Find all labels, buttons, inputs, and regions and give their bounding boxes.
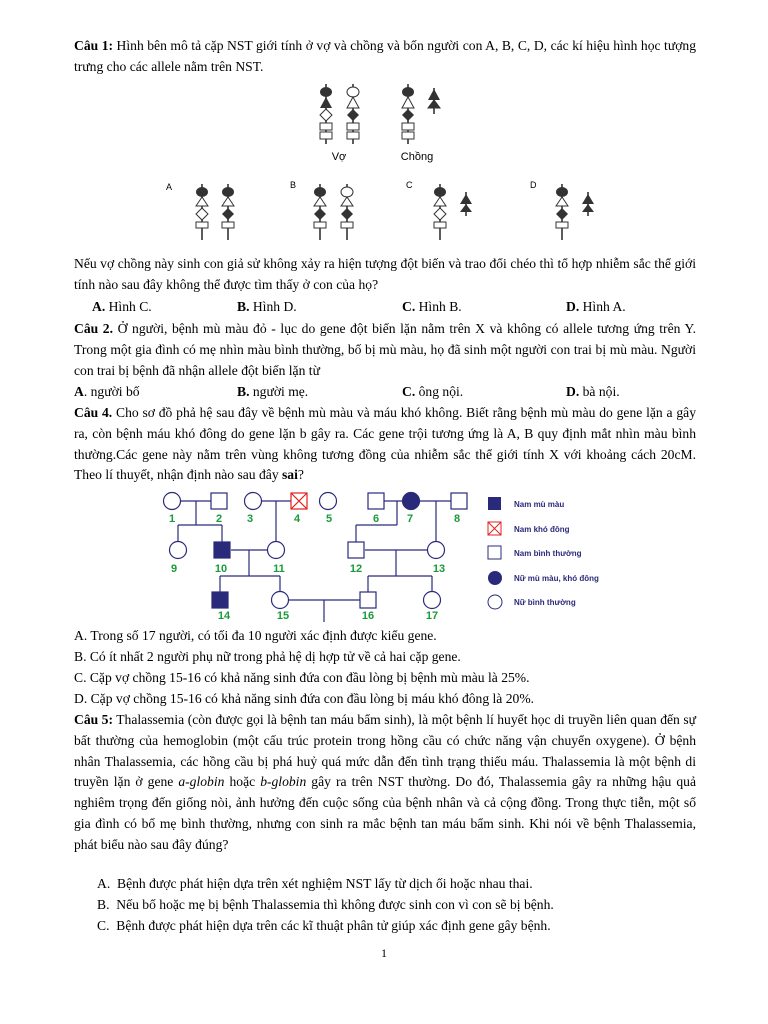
child-b: [290, 180, 353, 240]
svg-text:D: D: [530, 180, 537, 190]
svg-text:1: 1: [168, 513, 176, 525]
q1-label: Câu 1:: [74, 38, 114, 53]
child-a: [166, 182, 234, 240]
pedigree-legend: [488, 497, 599, 609]
q1-stem: [74, 36, 696, 78]
chromosome-figure: [150, 82, 620, 252]
pedigree-chart: [150, 488, 620, 624]
wife-label: Vợ: [331, 151, 347, 163]
q2-option-b[interactable]: B. người mẹ.: [237, 384, 309, 399]
svg-text:10: 10: [214, 563, 228, 575]
q5-stem: Câu 5: Thalassemia (còn được gọi là bệnh tan máu bẩm sinh), là một bệnh lí huyết học di truyền liên quan đến sự bất thường của hemoglobin (một cấu trúc protein trong hồng cầu có chức năng vận chuyển oxygene). Ở bệnh nhân Thalassemia, các hồng cầu bị phá huỷ quá mức dẫn đến tình trạng thiếu máu. Thalassemia là một bệnh di truyền lặn ở gene a-globin hoặc b-globin gây ra trên NST thường. Do đó, Thalassemia gây ra những hậu quả nghiêm trọng đến giống nòi, ảnh hưởng đến cuộc sống của bệnh nhân và cả cộng đồng. Trong thực tiễn, một số gia đình có bố mẹ bình thường, nhưng con sinh ra mắc bệnh tan máu bẩm sinh. Khi nói về bệnh Thalassemia, phát biểu nào sau đây đúng?: [74, 712, 696, 852]
q4-stem: Câu 4. Cho sơ đồ phả hệ sau đây về bệnh mù màu và máu khó không. Biết rằng bệnh mù màu do gene lặn a gây ra, còn bệnh máu khó đông do gene lặn b gây ra. Các gene trội tương ứng là A, B quy định mắt nhìn màu bình thường.Các gene này nằm trên vùng không tương đồng của nhiễm sắc thể giới tính X với khoảng cách 20cM. Theo lí thuyết, nhận định nào sau đây sai?: [74, 405, 696, 483]
husband-chromosomes: [401, 84, 440, 163]
q5-option-a[interactable]: A. Bệnh được phát hiện dựa trên xét nghiệm NST lấy từ dịch ối hoặc nhau thai.: [97, 876, 533, 891]
svg-text:Nam khó đông: Nam khó đông: [514, 525, 570, 534]
svg-text:Nam mù màu: Nam mù màu: [514, 500, 565, 509]
wife-chromosomes: [320, 84, 359, 163]
q1-prompt: Nếu vợ chồng này sinh con giả sử không xảy ra hiện tượng đột biến và trao đổi chéo thì tổ hợp nhiễm sắc thể giới tính nào sau đây không thể được tìm thấy ở con của họ?: [74, 256, 696, 292]
svg-text:Nữ mù màu, khó đông: Nữ mù màu, khó đông: [514, 574, 599, 583]
svg-text:B: B: [290, 180, 297, 190]
q1-option-a[interactable]: A. Hình C.: [92, 299, 152, 314]
svg-text:C: C: [406, 180, 413, 190]
q4-option-c[interactable]: C. Cặp vợ chồng 15-16 có khả năng sinh đứa con đầu lòng bị bệnh mù màu là 25%.: [74, 670, 530, 685]
q4-option-b[interactable]: B. Có ít nhất 2 người phụ nữ trong phả hệ dị hợp tử về cả hai cặp gene.: [74, 649, 461, 664]
svg-text:8: 8: [453, 513, 461, 525]
svg-text:Nữ bình thường: Nữ bình thường: [514, 598, 576, 607]
q1-option-b[interactable]: B. Hình D.: [237, 299, 297, 314]
svg-text:14: 14: [217, 610, 231, 622]
svg-text:6: 6: [372, 513, 380, 525]
svg-text:17: 17: [425, 610, 439, 622]
svg-text:13: 13: [432, 563, 446, 575]
q4-label: Câu 4.: [74, 405, 113, 420]
child-c: [406, 180, 472, 240]
svg-text:7: 7: [406, 513, 414, 525]
q1-option-c[interactable]: C. Hình B.: [402, 299, 462, 314]
q1-option-d[interactable]: D. Hình A.: [566, 299, 626, 314]
q2-label: Câu 2.: [74, 321, 113, 336]
child-d: [530, 180, 594, 240]
svg-text:12: 12: [349, 563, 363, 575]
q2-option-d[interactable]: D. bà nội.: [566, 384, 620, 399]
svg-text:15: 15: [276, 610, 290, 622]
svg-text:2: 2: [215, 513, 223, 525]
svg-text:3: 3: [246, 513, 254, 525]
q5-label: Câu 5:: [74, 712, 113, 727]
q4-option-d[interactable]: D. Cặp vợ chồng 15-16 có khả năng sinh đứa con đầu lòng bị máu khó đông là 20%.: [74, 691, 535, 706]
svg-text:5: 5: [325, 513, 333, 525]
svg-text:9: 9: [170, 563, 178, 575]
q2-option-a[interactable]: A. người bố: [74, 384, 140, 399]
q2-option-c[interactable]: C. ông nội.: [402, 384, 464, 399]
svg-text:11: 11: [273, 563, 285, 575]
svg-text:4: 4: [293, 513, 301, 525]
husband-label: Chồng: [400, 151, 434, 163]
q5-option-c[interactable]: C. Bệnh được phát hiện dựa trên các kĩ thuật phân tử giúp xác định gene gây bệnh.: [97, 918, 551, 933]
q4-option-a[interactable]: A. Trong số 17 người, có tối đa 10 người xác định được kiểu gene.: [74, 628, 437, 643]
svg-text:16: 16: [361, 610, 375, 622]
q1-text: Hình bên mô tả cặp NST giới tính ở vợ và chồng và bốn người con A, B, C, D, các kí hiệu hình học tượng trưng cho các allele nằm trên NST.: [74, 38, 696, 74]
svg-text:A: A: [166, 182, 173, 192]
q5-option-b[interactable]: B. Nếu bố hoặc mẹ bị bệnh Thalassemia thì không được sinh con vì con sẽ bị bệnh.: [97, 897, 554, 912]
q2-stem: Câu 2. Ở người, bệnh mù màu đỏ - lục do gene đột biến lặn nằm trên X và không có allele tương ứng trên Y. Trong một gia đình có mẹ nhìn màu bình thường, bố bị mù màu, họ đã sinh một người con trai bị mù màu. Người con trai bị bệnh đã nhận allele đột biến lặn từ: [74, 321, 696, 378]
svg-text:Nam bình thường: Nam bình thường: [514, 549, 582, 558]
page-number: 1: [381, 946, 387, 960]
